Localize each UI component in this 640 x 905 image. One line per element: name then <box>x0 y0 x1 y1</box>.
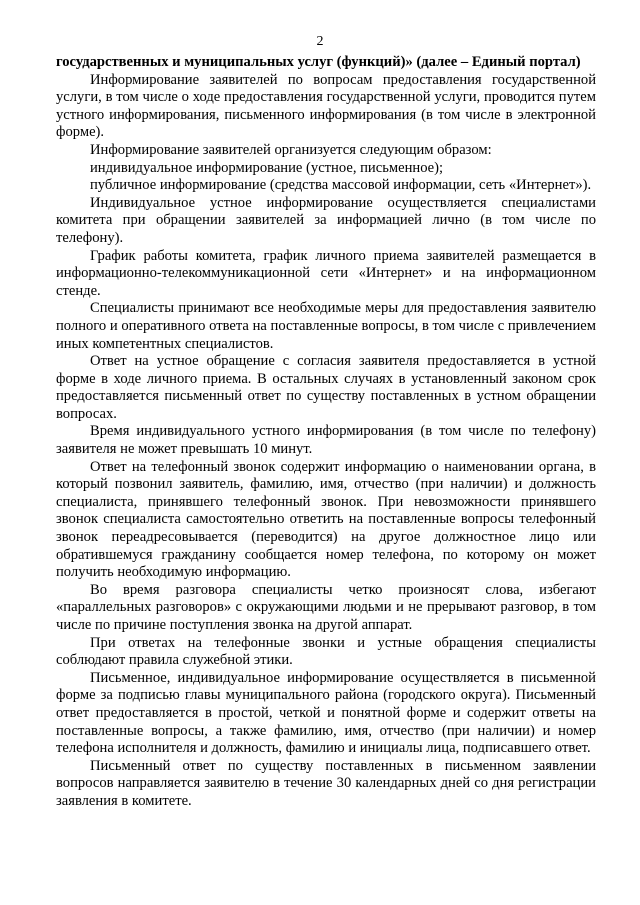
page-number: 2 <box>316 34 324 49</box>
paragraph-organization: Информирование заявителей организуется следующим образом: <box>90 141 492 158</box>
paragraph-individual-informing: индивидуальное информирование (устное, письменное); <box>90 159 444 176</box>
paragraph-public-informing: публичное информирование (средства массовой информации, сеть «Интернет»). <box>90 177 592 194</box>
paragraph-specialists-measures: Специалисты принимают все необходимые меры для предоставления заявителю полного и оперативного ответа на поставленные вопросы, в том числе с привлечением иных компетентных специалистов. <box>56 300 596 352</box>
paragraph-oral-informing: Индивидуальное устное информирование осуществляется специалистами комитета при обращении заявителей за информацией лично (в том числе по телефону). <box>56 194 596 246</box>
paragraph-written-response-deadline: Письменный ответ по существу поставленных в письменном заявлении вопросов направляется заявителю в течение 30 календарных дней со дня регистрации заявления в комитете. <box>56 757 596 809</box>
paragraph-ethics: При ответах на телефонные звонки и устные обращения специалисты соблюдают правила служебной этики. <box>56 634 596 669</box>
paragraph-time-limit: Время индивидуального устного информирования (в том числе по телефону) заявителя не может превышать 10 минут. <box>56 423 596 458</box>
paragraph-conversation-rules: Во время разговора специалисты четко произносят слова, избегают «параллельных разговоров» с окружающими людьми и не прерывают разговор, в том числе по причине поступления звонка на другой аппарат. <box>56 581 596 633</box>
paragraph-schedule: График работы комитета, график личного приема заявителей размещается в информационно-телекоммуникационной сети «Интернет» и на информационном стенде. <box>56 247 596 299</box>
paragraph-informing-intro: Информирование заявителей по вопросам предоставления государственной услуги, в том числе о ходе предоставления государственной услуги, проводится путем устного информирования, письменного информирования (в том числе в электронной форме). <box>56 71 596 141</box>
document-body <box>56 54 596 811</box>
paragraph-oral-response: Ответ на устное обращение с согласия заявителя предоставляется в устной форме в ходе личного приема. В остальных случаях в установленный законом срок предоставляется письменный ответ по существу поставленных в устном обращении вопросах. <box>56 353 596 422</box>
paragraph-phone-response: Ответ на телефонный звонок содержит информацию о наименовании органа, в который позвонил заявитель, фамилию, имя, отчество (при наличии) и должность специалиста, принявшего телефонный звонок. При невозможности принявшего звонок специалиста самостоятельно ответить на поставленные вопросы телефонный звонок переадресовывается (переводится) на другое должностное лицо или обратившемуся гражданину сообщается номер телефона, по которому он может получить необходимую информацию. <box>56 458 596 581</box>
paragraph-heading-continuation: государственных и муниципальных услуг (функций)» (далее – Единый портал) <box>56 54 581 70</box>
paragraph-written-informing: Письменное, индивидуальное информирование осуществляется в письменной форме за подписью главы муниципального района (городского округа). Письменный ответ предоставляется в простой, четкой и понятной форме и содержит ответы на поставленные вопросы, а также фамилию, имя, отчество (при наличии) и номер телефона исполнителя и должность, фамилию и инициалы лица, подписавшего ответ. <box>56 669 596 757</box>
